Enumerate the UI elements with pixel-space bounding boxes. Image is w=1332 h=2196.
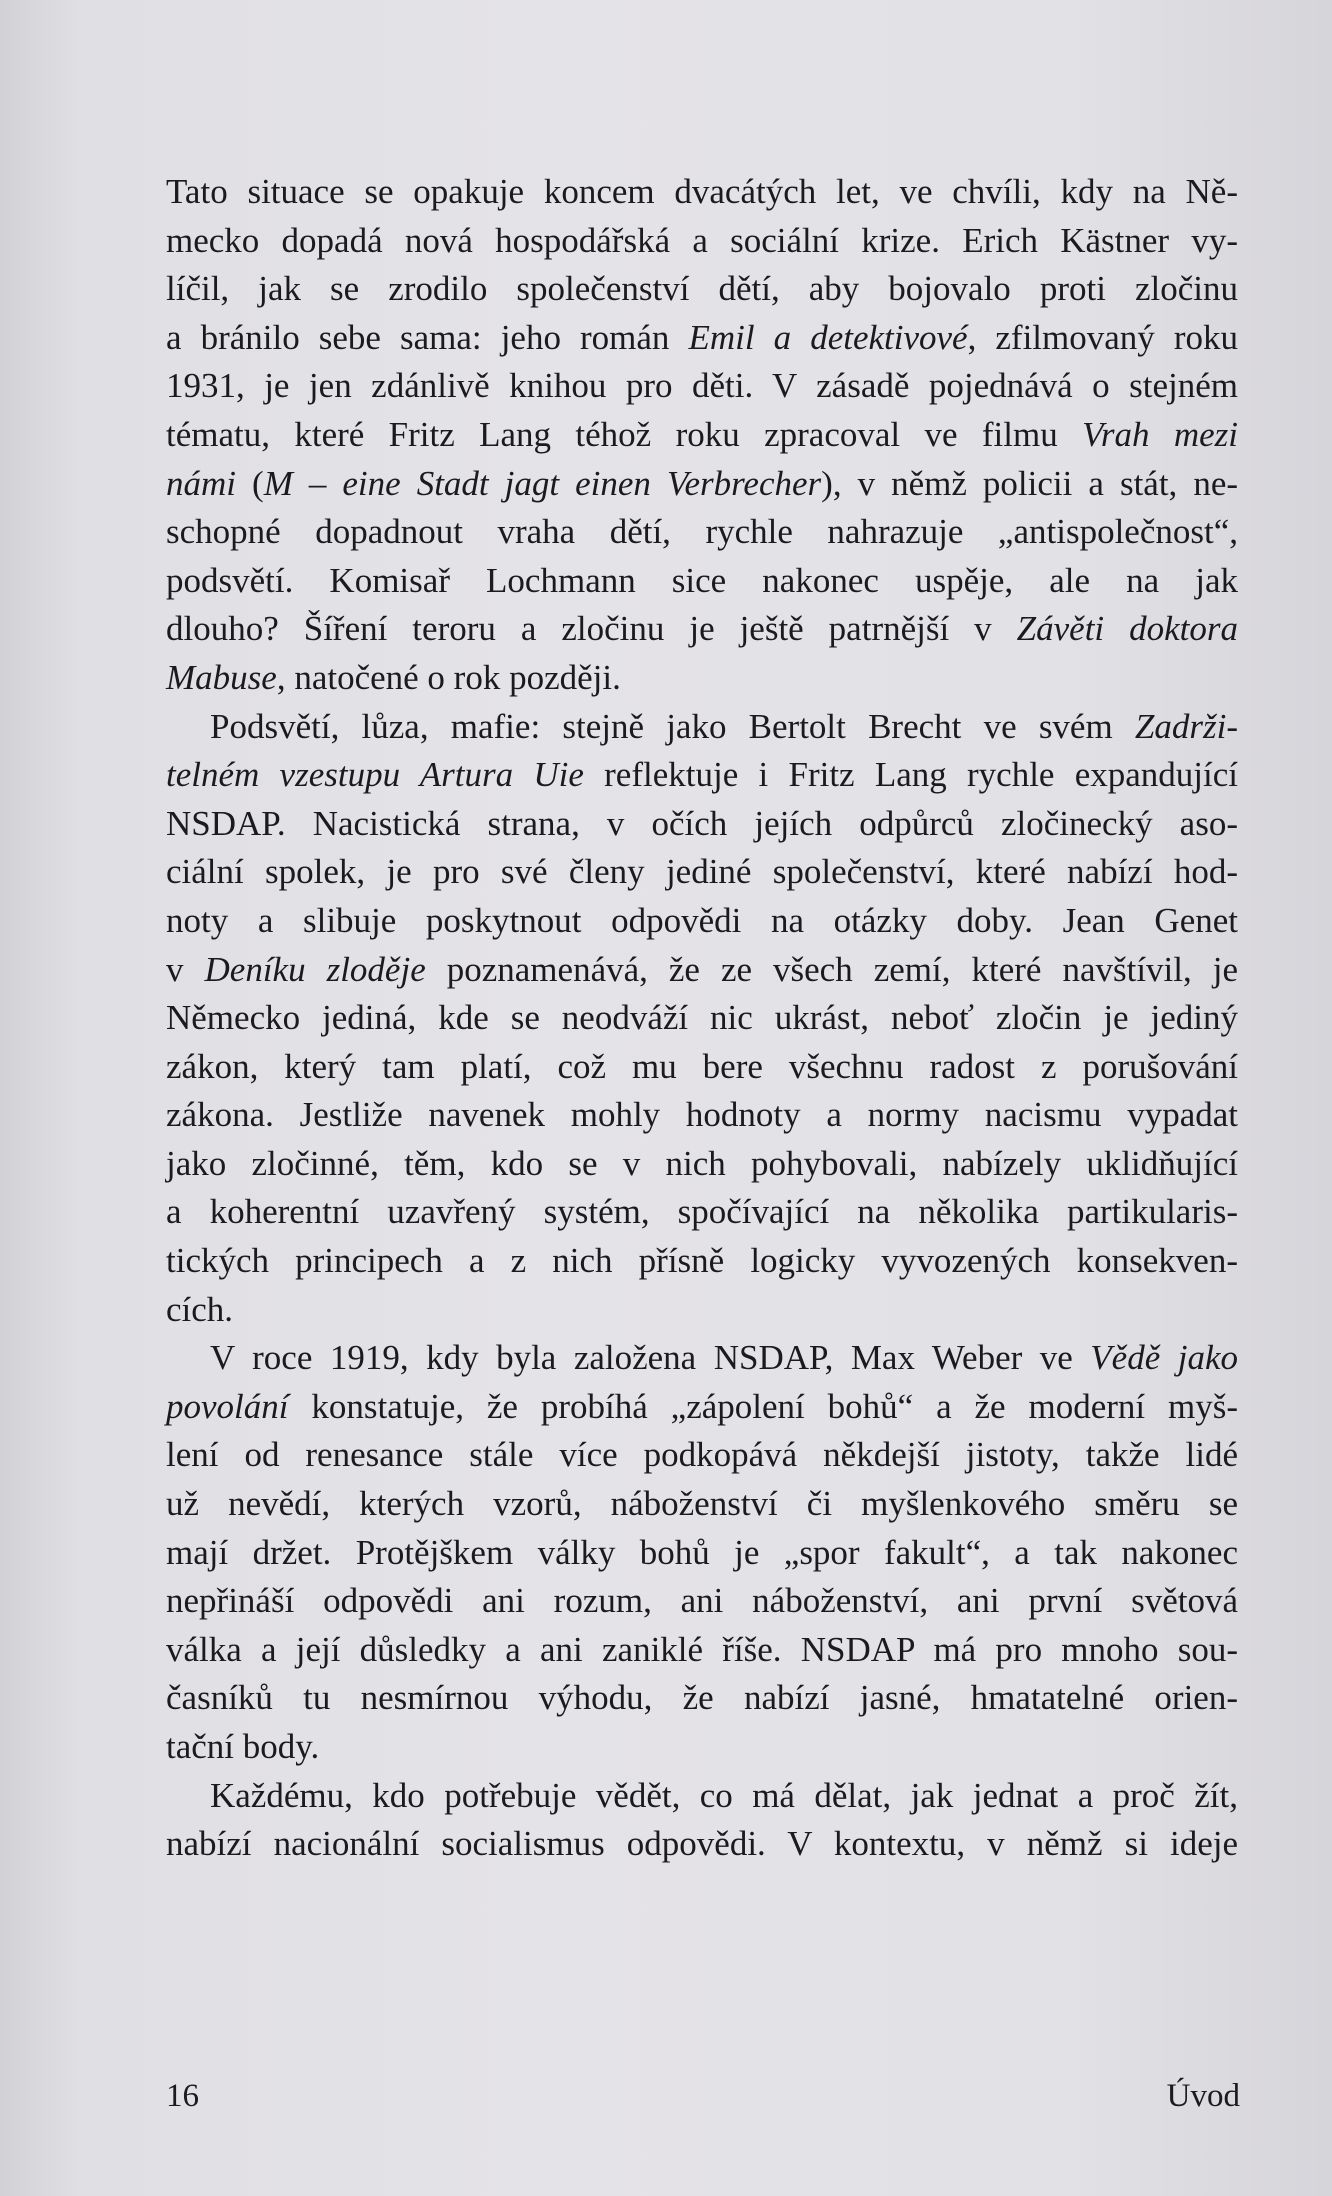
text-run: tických principech a z nich přísně logicky vyvozených konsekven- bbox=[166, 1241, 1238, 1281]
text-line bbox=[166, 1723, 1238, 1772]
text-run: zákon, který tam platí, což mu bere všechnu radost z porušování bbox=[166, 1046, 1238, 1086]
text-run: válka a její důsledky a ani zaniklé říše. NSDAP má pro mnoho sou- bbox=[166, 1629, 1238, 1669]
page-number: 16 bbox=[166, 2078, 199, 2114]
text-run: ( bbox=[236, 463, 264, 503]
text-line bbox=[166, 557, 1238, 606]
text-run: časníků tu nesmírnou výhodu, že nabízí jasné, hmatatelné orien- bbox=[166, 1678, 1238, 1718]
text-line bbox=[166, 1529, 1238, 1578]
text-line bbox=[166, 848, 1238, 897]
text-run: schopné dopadnout vraha dětí, rychle nahrazuje „antispolečnost“, bbox=[166, 512, 1238, 552]
text-run: konstatuje, že probíhá „zápolení bohů“ a že moderní myš- bbox=[311, 1386, 1239, 1426]
text-run: 1931, je jen zdánlivě knihou pro děti. V zásadě pojednává o stejném bbox=[166, 366, 1238, 406]
text-run: ciální spolek, je pro své členy jediné společenství, které nabízí hod- bbox=[166, 852, 1238, 892]
text-run: poznamenává, že ze všech zemí, které navštívil, je bbox=[425, 949, 1238, 989]
italic-title: telném vzestupu Artura Uie bbox=[166, 755, 584, 795]
text-line bbox=[166, 897, 1238, 946]
text-line bbox=[166, 1820, 1238, 1869]
text-line bbox=[166, 994, 1238, 1043]
text-line bbox=[166, 1334, 1238, 1383]
text-line bbox=[166, 1188, 1238, 1237]
text-line bbox=[166, 1237, 1238, 1286]
text-line bbox=[166, 460, 1238, 509]
text-run: a koherentní uzavřený systém, spočívající na několika partikularis- bbox=[166, 1192, 1238, 1232]
text-run: zákona. Jestliže navenek mohly hodnoty a normy nacismu vypadat bbox=[166, 1095, 1238, 1135]
running-footer-section: Úvod bbox=[1166, 2078, 1240, 2114]
italic-title: Závěti doktora bbox=[1016, 609, 1238, 649]
italic-title: Deníku zloděje bbox=[204, 949, 426, 989]
text-run: cích. bbox=[166, 1289, 234, 1329]
text-run: Každému, kdo potřebuje vědět, co má dělat, jak jednat a proč žít, bbox=[210, 1775, 1238, 1815]
text-run: a bránilo sebe sama: jeho román bbox=[166, 317, 689, 357]
text-line bbox=[166, 1480, 1238, 1529]
text-run: reflektuje i Fritz Lang rychle expandující bbox=[604, 755, 1239, 795]
text-line bbox=[166, 1043, 1238, 1092]
text-line bbox=[166, 411, 1238, 460]
text-run: líčil, jak se zrodilo společenství dětí, aby bojovalo proti zločinu bbox=[166, 269, 1238, 309]
text-run: noty a slibuje poskytnout odpovědi na otázky doby. Jean Genet bbox=[166, 900, 1238, 940]
italic-title: povolání bbox=[166, 1386, 289, 1426]
text-run: v bbox=[166, 949, 205, 989]
text-line bbox=[166, 1772, 1238, 1821]
text-run: ), v němž policii a stát, ne- bbox=[821, 463, 1239, 503]
text-line bbox=[166, 1140, 1238, 1189]
text-line bbox=[166, 1091, 1238, 1140]
text-line bbox=[166, 1577, 1238, 1626]
text-line bbox=[166, 654, 1238, 703]
text-run: mají držet. Protějškem války bohů je „spor fakult“, a tak nakonec bbox=[166, 1532, 1238, 1572]
text-line bbox=[166, 1431, 1238, 1480]
text-line bbox=[166, 605, 1238, 654]
text-run: lení od renesance stále více podkopává někdejší jistoty, takže lidé bbox=[166, 1435, 1238, 1475]
text-run: , natočené o rok později. bbox=[276, 657, 621, 697]
text-run: nabízí nacionální socialismus odpovědi. V kontextu, v němž si ideje bbox=[166, 1824, 1238, 1864]
italic-title: Vrah mezi bbox=[1082, 414, 1238, 454]
text-run: jako zločinné, těm, kdo se v nich pohybovali, nabízely uklidňující bbox=[166, 1143, 1238, 1183]
text-run: V roce 1919, kdy byla založena NSDAP, Max Weber ve bbox=[210, 1338, 1091, 1378]
text-run: NSDAP. Nacistická strana, v očích jejích odpůrců zločinecký aso- bbox=[166, 803, 1238, 843]
text-line bbox=[166, 751, 1238, 800]
text-run: tační body. bbox=[166, 1727, 320, 1766]
text-line bbox=[166, 168, 1238, 217]
text-run: mecko dopadá nová hospodářská a sociální krize. Erich Kästner vy- bbox=[166, 220, 1238, 260]
italic-title: Zadrži- bbox=[1134, 706, 1238, 746]
text-run: tématu, které Fritz Lang téhož roku zpracoval ve filmu bbox=[166, 414, 1083, 454]
text-run: nepřináší odpovědi ani rozum, ani náboženství, ani první světová bbox=[166, 1581, 1238, 1621]
text-run: Německo jediná, kde se neodváží nic ukrást, neboť zločin je jediný bbox=[166, 998, 1238, 1038]
text-line bbox=[166, 1674, 1238, 1723]
text-line bbox=[166, 800, 1238, 849]
text-line bbox=[166, 1286, 1238, 1335]
text-line bbox=[166, 1626, 1238, 1675]
italic-title: Vědě jako bbox=[1090, 1338, 1238, 1378]
italic-title: M – eine Stadt jagt einen Verbrecher bbox=[263, 463, 822, 503]
text-run: Tato situace se opakuje koncem dvacátých let, ve chvíli, kdy na Ně- bbox=[166, 172, 1238, 211]
text-run: už nevědí, kterých vzorů, náboženství či myšlenkového směru se bbox=[166, 1484, 1238, 1524]
italic-title: námi bbox=[166, 463, 236, 503]
text-line bbox=[166, 703, 1238, 752]
text-line bbox=[166, 946, 1238, 995]
text-line bbox=[166, 217, 1238, 266]
text-run: , zfilmovaný roku bbox=[967, 317, 1238, 357]
text-run: Podsvětí, lůza, mafie: stejně jako Bertolt Brecht ve svém bbox=[210, 706, 1135, 746]
text-run: podsvětí. Komisař Lochmann sice nakonec uspěje, ale na jak bbox=[166, 560, 1238, 600]
text-line bbox=[166, 362, 1238, 411]
text-line bbox=[166, 314, 1238, 363]
text-line bbox=[166, 508, 1238, 557]
text-line bbox=[166, 1383, 1238, 1432]
italic-title: Emil a detektivové bbox=[688, 317, 968, 357]
italic-title: Mabuse bbox=[166, 657, 277, 697]
text-line bbox=[166, 265, 1238, 314]
body-text bbox=[166, 168, 1238, 1869]
text-run: dlouho? Šíření teroru a zločinu je ještě patrnější v bbox=[166, 609, 1017, 649]
